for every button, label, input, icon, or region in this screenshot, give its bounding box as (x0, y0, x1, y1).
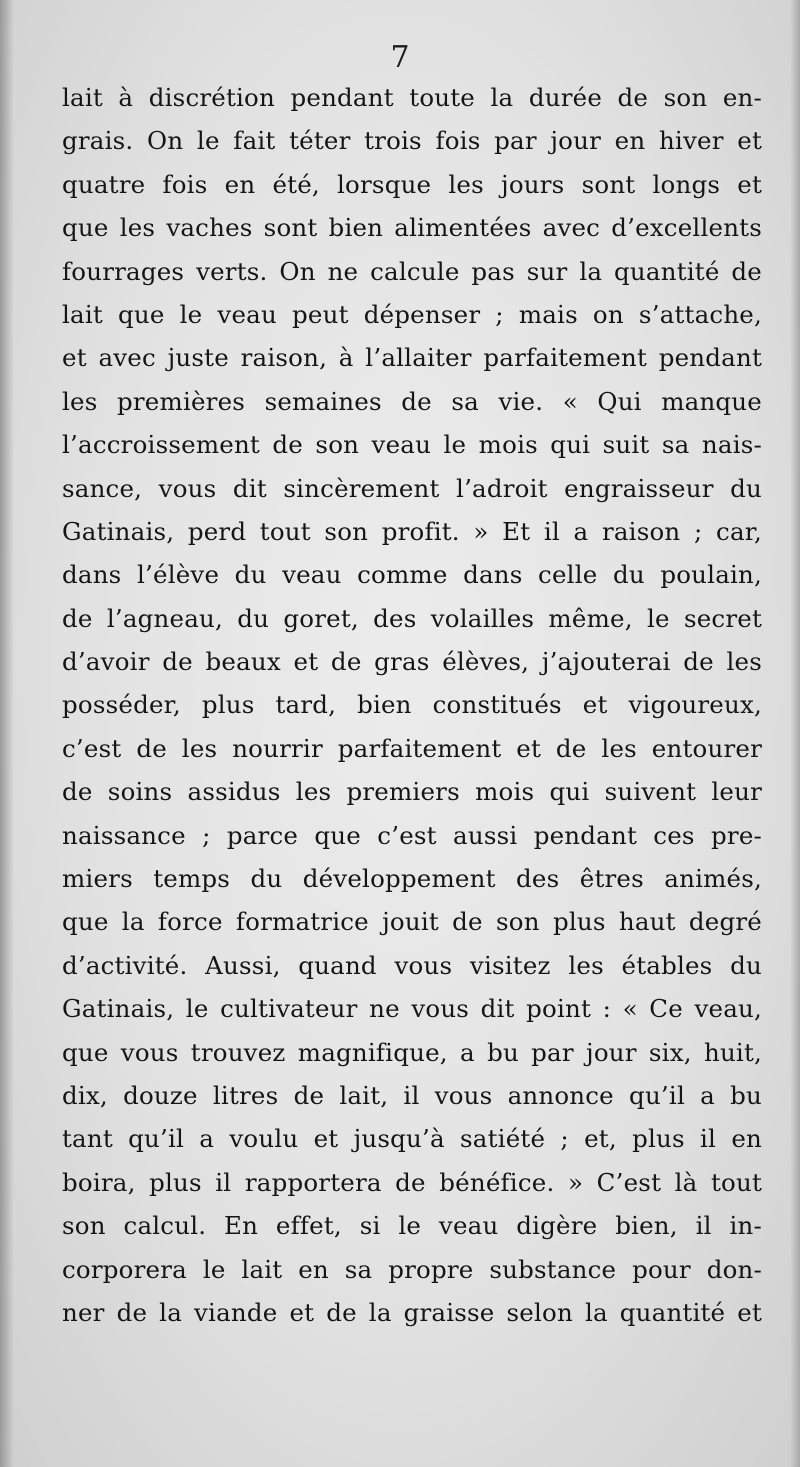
text-line: de soins assidus les premiers mois qui suivent leur (62, 777, 762, 807)
text-line: que vous trouvez magnifique, a bu par jour six, huit, (62, 1037, 762, 1067)
text-line: Gatinais, perd tout son profit. » Et il a raison ; car, (62, 516, 762, 546)
text-line: lait à discrétion pendant toute la durée de son en- (62, 83, 762, 112)
text-line: que la force formatrice jouit de son plus haut degré (62, 907, 762, 937)
text-line: tant qu’il a voulu et jusqu’à satiété ; et, plus il en (62, 1124, 762, 1154)
text-line: de l’agneau, du goret, des volailles même, le secret (62, 603, 762, 633)
text-line: miers temps du développement des êtres animés, (62, 864, 762, 894)
text-line: et avec juste raison, à l’allaiter parfaitement pendant (62, 343, 762, 373)
text-line: fourrages verts. On ne calcule pas sur la quantité de (62, 256, 762, 286)
body-text (62, 76, 762, 1334)
text-line: grais. On le fait téter trois fois par jour en hiver et (62, 126, 762, 156)
text-line: dans l’élève du veau comme dans celle du poulain, (62, 560, 762, 590)
page-number: 7 (390, 40, 410, 75)
text-line: lait que le veau peut dépenser ; mais on s’attache, (62, 299, 762, 329)
text-line: son calcul. En effet, si le veau digère bien, il in- (62, 1211, 762, 1241)
text-line: naissance ; parce que c’est aussi pendant ces pre- (62, 820, 762, 850)
text-line: posséder, plus tard, bien constitués et vigoureux, (62, 690, 762, 720)
page-edge-shadow-right (790, 0, 800, 1467)
text-line: Gatinais, le cultivateur ne vous dit point : « Ce veau, (62, 994, 762, 1024)
text-line: ner de la viande et de la graisse selon la quantité et (62, 1297, 762, 1327)
text-line: boira, plus il rapportera de bénéfice. » C’est là tout (62, 1167, 762, 1197)
text-line: quatre fois en été, lorsque les jours sont longs et (62, 169, 762, 199)
text-line: les premières semaines de sa vie. « Qui manque (62, 386, 762, 416)
text-line: sance, vous dit sincèrement l’adroit engraisseur du (62, 473, 762, 503)
text-line: l’accroissement de son veau le mois qui suit sa nais- (62, 430, 762, 460)
text-line: d’activité. Aussi, quand vous visitez les étables du (62, 950, 762, 980)
text-line: d’avoir de beaux et de gras élèves, j’ajouterai de les (62, 647, 762, 677)
text-line: dix, douze litres de lait, il vous annonce qu’il a bu (62, 1080, 762, 1110)
page-edge-shadow-left (0, 0, 14, 1467)
text-line: corporera le lait en sa propre substance pour don- (62, 1254, 762, 1284)
text-line: que les vaches sont bien alimentées avec d’excellents (62, 213, 762, 243)
text-line: c’est de les nourrir parfaitement et de les entourer (62, 733, 762, 763)
